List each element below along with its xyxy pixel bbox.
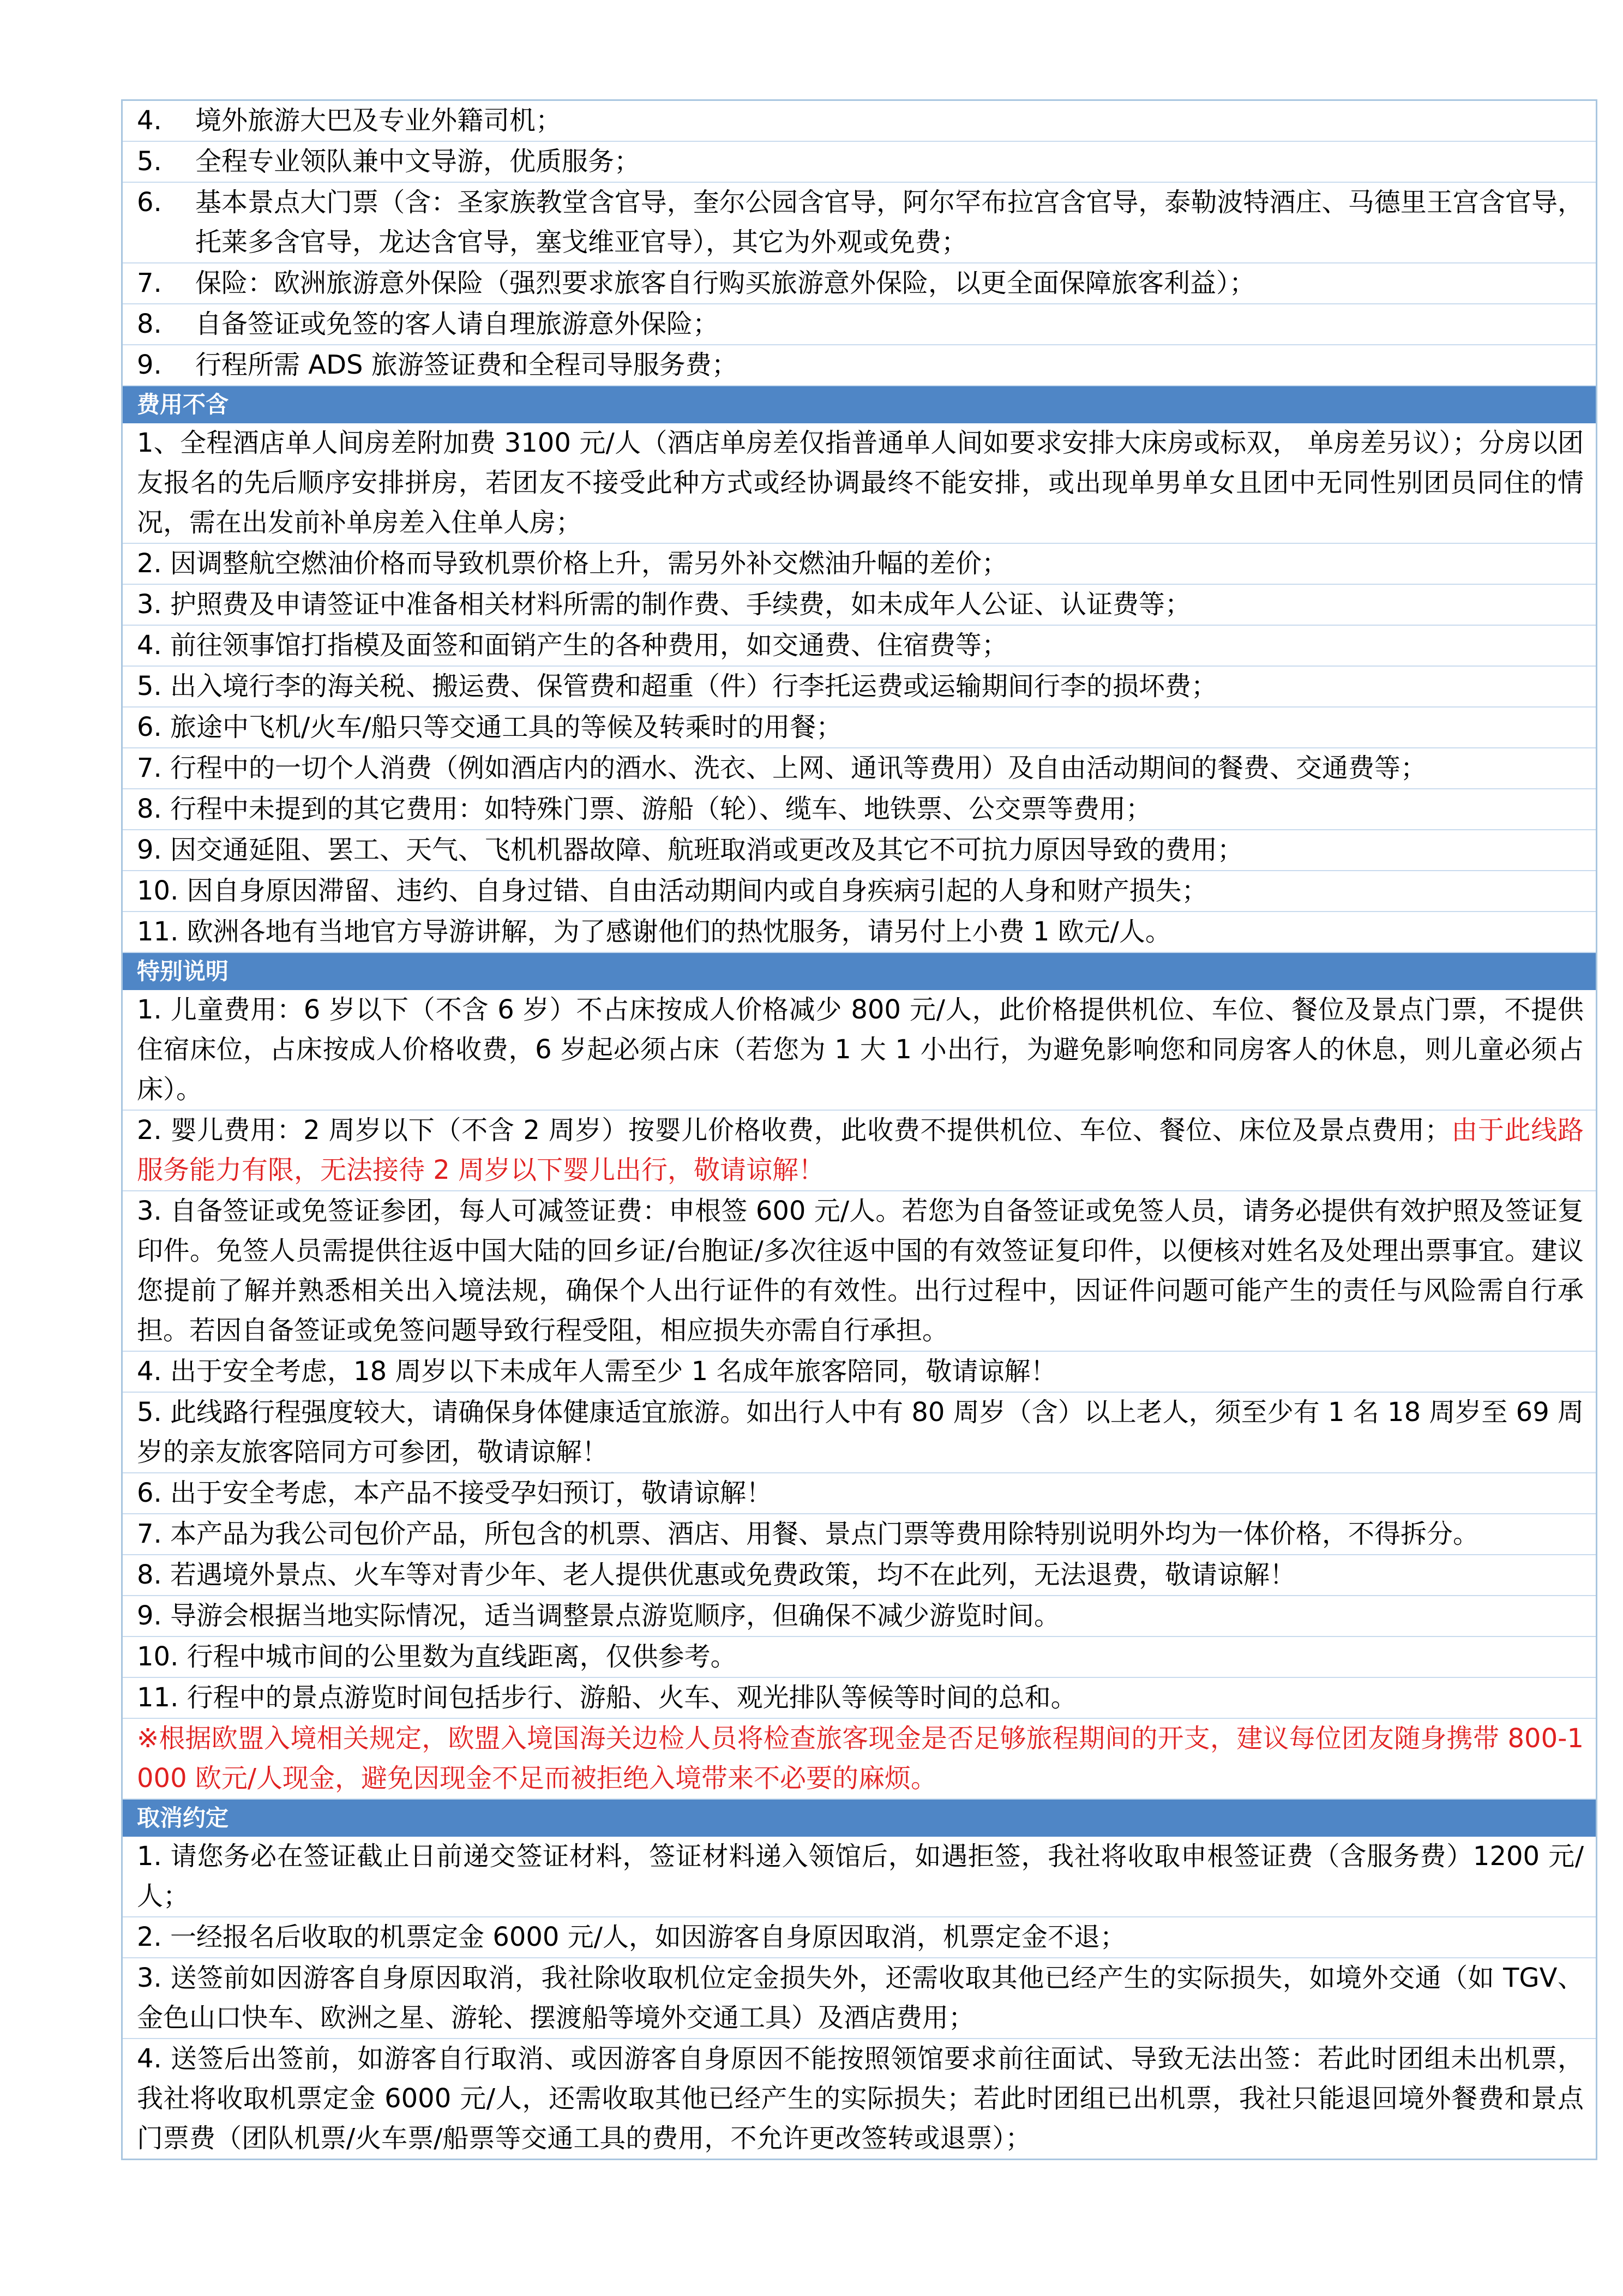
section-header-special: 特别说明 — [123, 953, 1596, 990]
list-item: 7. 行程中的一切个人消费（例如酒店内的酒水、洗衣、上网、通讯等费用）及自由活动期间的餐费、交通费等； — [123, 748, 1596, 789]
list-item: 1. 儿童费用：6 岁以下（不含 6 岁）不占床按成人价格减少 800 元/人，此价格提供机位、车位、餐位及景点门票，不提供住宿床位，占床按成人价格收费，6 岁起必须占床（若您为 1 大 1 小出行，为避免影响您和同房客人的休息，则儿童必须占床）。 — [123, 990, 1596, 1111]
list-item: 4. 送签后出签前，如游客自行取消、或因游客自身原因不能按照领馆要求前往面试、导致无法出签：若此时团组未出机票，我社将收取机票定金 6000 元/人，还需收取其他已经产生的实际损失；若此时团组已出机票，我社只能退回境外餐费和景点门票费（团队机票/火车票/船票等交通工具的费用，不允许更改签转或退票）； — [137, 2043, 1584, 2154]
list-item: 11. 欧洲各地有当地官方导游讲解，为了感谢他们的热忱服务，请另付上小费 1 欧元/人。 — [123, 912, 1596, 953]
list-item: 7. 本产品为我公司包价产品，所包含的机票、酒店、用餐、景点门票等费用除特别说明外均为一体价格，不得拆分。 — [123, 1514, 1596, 1555]
cash-notice: ※根据欧盟入境相关规定，欧盟入境国海关边检人员将检查旅客现金是否足够旅程期间的开支，建议每位团友随身携带 800-1000 欧元/人现金，避免因现金不足而被拒绝入境带来不必要的麻烦。 — [123, 1719, 1596, 1800]
list-item: 11. 行程中的景点游览时间包括步行、游船、火车、观光排队等候等时间的总和。 — [123, 1678, 1596, 1719]
list-item: 4. 出于安全考虑，18 周岁以下未成年人需至少 1 名成年旅客陪同，敬请谅解！ — [123, 1352, 1596, 1393]
list-item: 3. 送签前如因游客自身原因取消，我社除收取机位定金损失外，还需收取其他已经产生的实际损失，如境外交通（如 TGV、金色山口快车、欧洲之星、游轮、摆渡船等境外交通工具）及酒店费用； — [123, 1958, 1596, 2039]
cancel-items — [123, 1837, 1596, 2159]
list-item: 8. 行程中未提到的其它费用：如特殊门票、游船（轮）、缆车、地铁票、公交票等费用； — [123, 789, 1596, 830]
list-item: 6. 基本景点大门票（含：圣家族教堂含官导，奎尔公园含官导，阿尔罕布拉宫含官导，泰勒波特酒庄、马德里王宫含官导，托莱多含官导，龙达含官导，塞戈维亚官导），其它为外观或免费； — [123, 183, 1596, 263]
list-item: 3. 护照费及申请签证中准备相关材料所需的制作费、手续费，如未成年人公证、认证费等； — [123, 585, 1596, 626]
list-item: 8. 自备签证或免签的客人请自理旅游意外保险； — [123, 304, 1596, 345]
list-item: 8. 若遇境外景点、火车等对青少年、老人提供优惠或免费政策，均不在此列，无法退费，敬请谅解！ — [123, 1555, 1596, 1596]
list-item: 7. 保险：欧洲旅游意外保险（强烈要求旅客自行购买旅游意外保险，以更全面保障旅客利益）； — [123, 263, 1596, 304]
list-item: 1、全程酒店单人间房差附加费 3100 元/人（酒店单房差仅指普通单人间如要求安排大床房或标双， 单房差另议）；分房以团友报名的先后顺序安排拼房，若团友不接受此种方式或经协调最终不能安排，或出现单男单女且团中无同性别团员同住的情况，需在出发前补单房差入住单人房； — [123, 423, 1596, 544]
list-item: 1. 请您务必在签证截止日前递交签证材料，签证材料递入领馆后，如遇拒签，我社将收取申根签证费（含服务费）1200 元/人； — [123, 1837, 1596, 1917]
list-item: 2. 婴儿费用：2 周岁以下（不含 2 周岁）按婴儿价格收费，此收费不提供机位、车位、餐位、床位及景点费用；由于此线路服务能力有限，无法接待 2 周岁以下婴儿出行，敬请谅解！ — [123, 1111, 1596, 1191]
list-item: 4. 境外旅游大巴及专业外籍司机； — [123, 101, 1596, 142]
list-item: 5. 全程专业领队兼中文导游，优质服务； — [123, 142, 1596, 183]
section-header-cancel: 取消约定 — [123, 1800, 1596, 1837]
section-header-excluded: 费用不含 — [123, 386, 1596, 423]
special-items — [123, 990, 1596, 1800]
infant-warning: 由于此线路服务能力有限，无法接待 2 周岁以下婴儿出行，敬请谅解！ — [137, 1115, 1584, 1185]
list-item: 4. 前往领事馆打指模及面签和面销产生的各种费用，如交通费、住宿费等； — [123, 626, 1596, 667]
list-item: 6. 出于安全考虑，本产品不接受孕妇预订，敬请谅解！ — [123, 1473, 1596, 1514]
excluded-items — [123, 423, 1596, 953]
list-item: 9. 导游会根据当地实际情况，适当调整景点游览顺序，但确保不减少游览时间。 — [123, 1596, 1596, 1637]
list-item: 9. 因交通延阻、罢工、天气、飞机机器故障、航班取消或更改及其它不可抗力原因导致的费用； — [123, 830, 1596, 871]
list-item: 10. 因自身原因滞留、违约、自身过错、自由活动期间内或自身疾病引起的人身和财产损失； — [123, 871, 1596, 912]
list-item: 2. 因调整航空燃油价格而导致机票价格上升，需另外补交燃油升幅的差价； — [123, 544, 1596, 585]
list-item: 6. 旅途中飞机/火车/船只等交通工具的等候及转乘时的用餐； — [123, 708, 1596, 748]
list-item: 10. 行程中城市间的公里数为直线距离，仅供参考。 — [123, 1637, 1596, 1678]
included-items-continued — [123, 101, 1596, 386]
list-item: 5. 此线路行程强度较大，请确保身体健康适宜旅游。如出行人中有 80 周岁（含）以上老人，须至少有 1 名 18 周岁至 69 周岁的亲友旅客陪同方可参团，敬请谅解！ — [123, 1393, 1596, 1473]
list-item: 3. 自备签证或免签证参团，每人可减签证费：申根签 600 元/人。若您为自备签证或免签人员，请务必提供有效护照及签证复印件。免签人员需提供往返中国大陆的回乡证/台胞证/多次往返中国的有效签证复印件，以便核对姓名及处理出票事宜。建议您提前了解并熟悉相关出入境法规，确保个人出行证件的有效性。出行过程中，因证件问题可能产生的责任与风险需自行承担。若因自备签证或免签问题导致行程受阻，相应损失亦需自行承担。 — [123, 1191, 1596, 1352]
list-item: 2. 一经报名后收取的机票定金 6000 元/人，如因游客自身原因取消，机票定金不退； — [123, 1917, 1596, 1958]
list-item: 9. 行程所需 ADS 旅游签证费和全程司导服务费； — [123, 345, 1596, 386]
list-item: 5. 出入境行李的海关税、搬运费、保管费和超重（件）行李托运费或运输期间行李的损坏费； — [123, 667, 1596, 708]
itinerary-terms-document — [121, 99, 1597, 2160]
